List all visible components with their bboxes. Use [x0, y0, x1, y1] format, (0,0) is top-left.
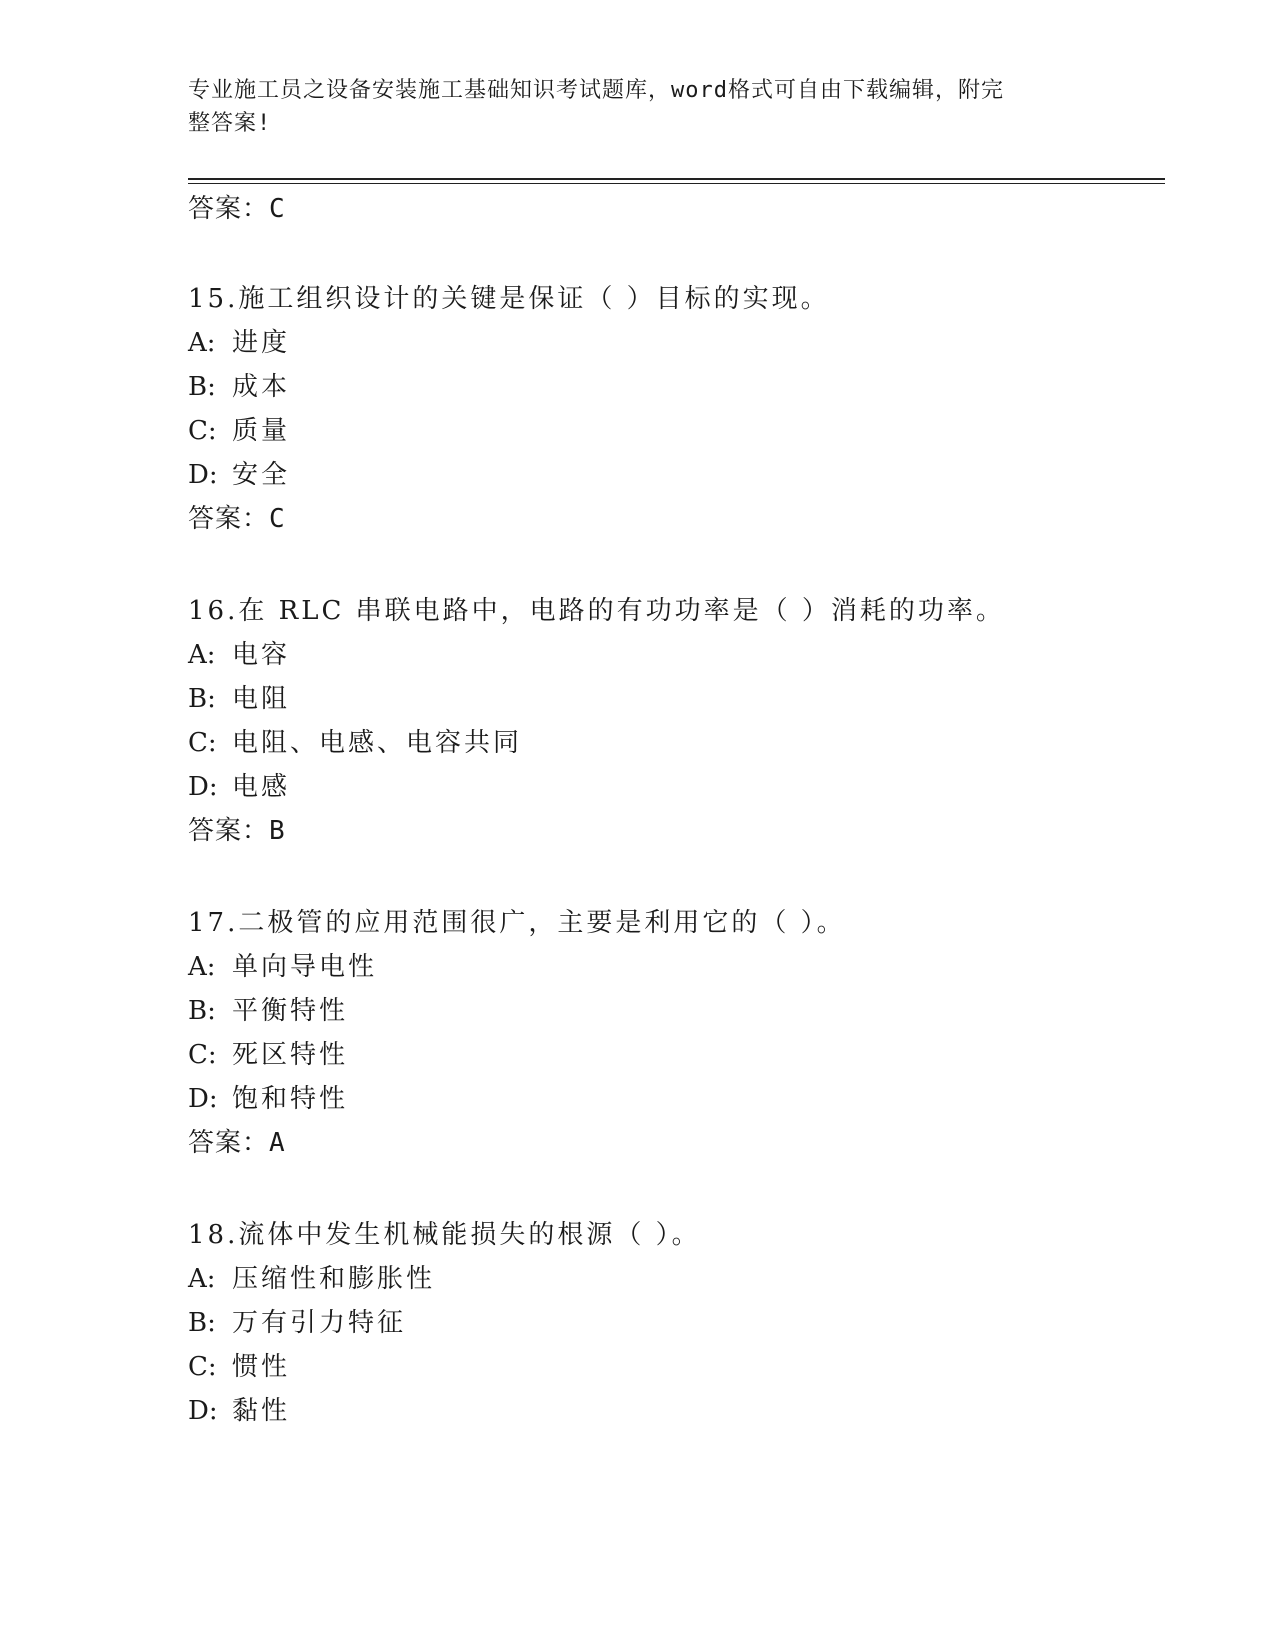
question-16-option-a: A: 电容	[188, 640, 291, 670]
question-17-option-c: C: 死区特性	[188, 1040, 349, 1070]
header-divider-thick	[188, 178, 1165, 180]
question-16-text: 16.在 RLC 串联电路中，电路的有功功率是（ ）消耗的功率。	[188, 596, 1005, 626]
question-15-option-d: D: 安全	[188, 460, 291, 490]
question-16-option-b: B: 电阻	[188, 684, 291, 714]
question-15-option-a: A: 进度	[188, 328, 291, 358]
question-17-option-d: D: 饱和特性	[188, 1084, 349, 1114]
header-line-2: 整答案!	[188, 111, 272, 136]
question-15-answer: 答案：C	[188, 504, 286, 534]
question-15-text: 15.施工组织设计的关键是保证（ ）目标的实现。	[188, 284, 830, 314]
question-17-option-a: A: 单向导电性	[188, 952, 378, 982]
header-line-1: 专业施工员之设备安装施工基础知识考试题库，word格式可自由下载编辑，附完	[188, 78, 1004, 103]
answer-value: C	[269, 194, 286, 224]
question-16-option-d: D: 电感	[188, 772, 291, 802]
question-17-text: 17.二极管的应用范围很广，主要是利用它的（ ）。	[188, 908, 846, 938]
header-divider-thin	[188, 183, 1165, 184]
question-15-option-b: B: 成本	[188, 372, 291, 402]
page-header	[188, 74, 1068, 140]
question-18-option-b: B: 万有引力特征	[188, 1308, 407, 1338]
question-17-answer: 答案：A	[188, 1128, 286, 1158]
question-18-option-c: C: 惯性	[188, 1352, 291, 1382]
question-17-option-b: B: 平衡特性	[188, 996, 349, 1026]
question-18-text: 18.流体中发生机械能损失的根源（ ）。	[188, 1220, 701, 1250]
question-15-option-c: C: 质量	[188, 416, 291, 446]
answer-label: 答案：	[188, 194, 270, 224]
question-18-option-d: D: 黏性	[188, 1396, 291, 1426]
previous-answer	[188, 192, 286, 226]
question-18-option-a: A: 压缩性和膨胀性	[188, 1264, 436, 1294]
question-16-option-c: C: 电阻、电感、电容共同	[188, 728, 523, 758]
question-16-answer: 答案：B	[188, 816, 286, 846]
